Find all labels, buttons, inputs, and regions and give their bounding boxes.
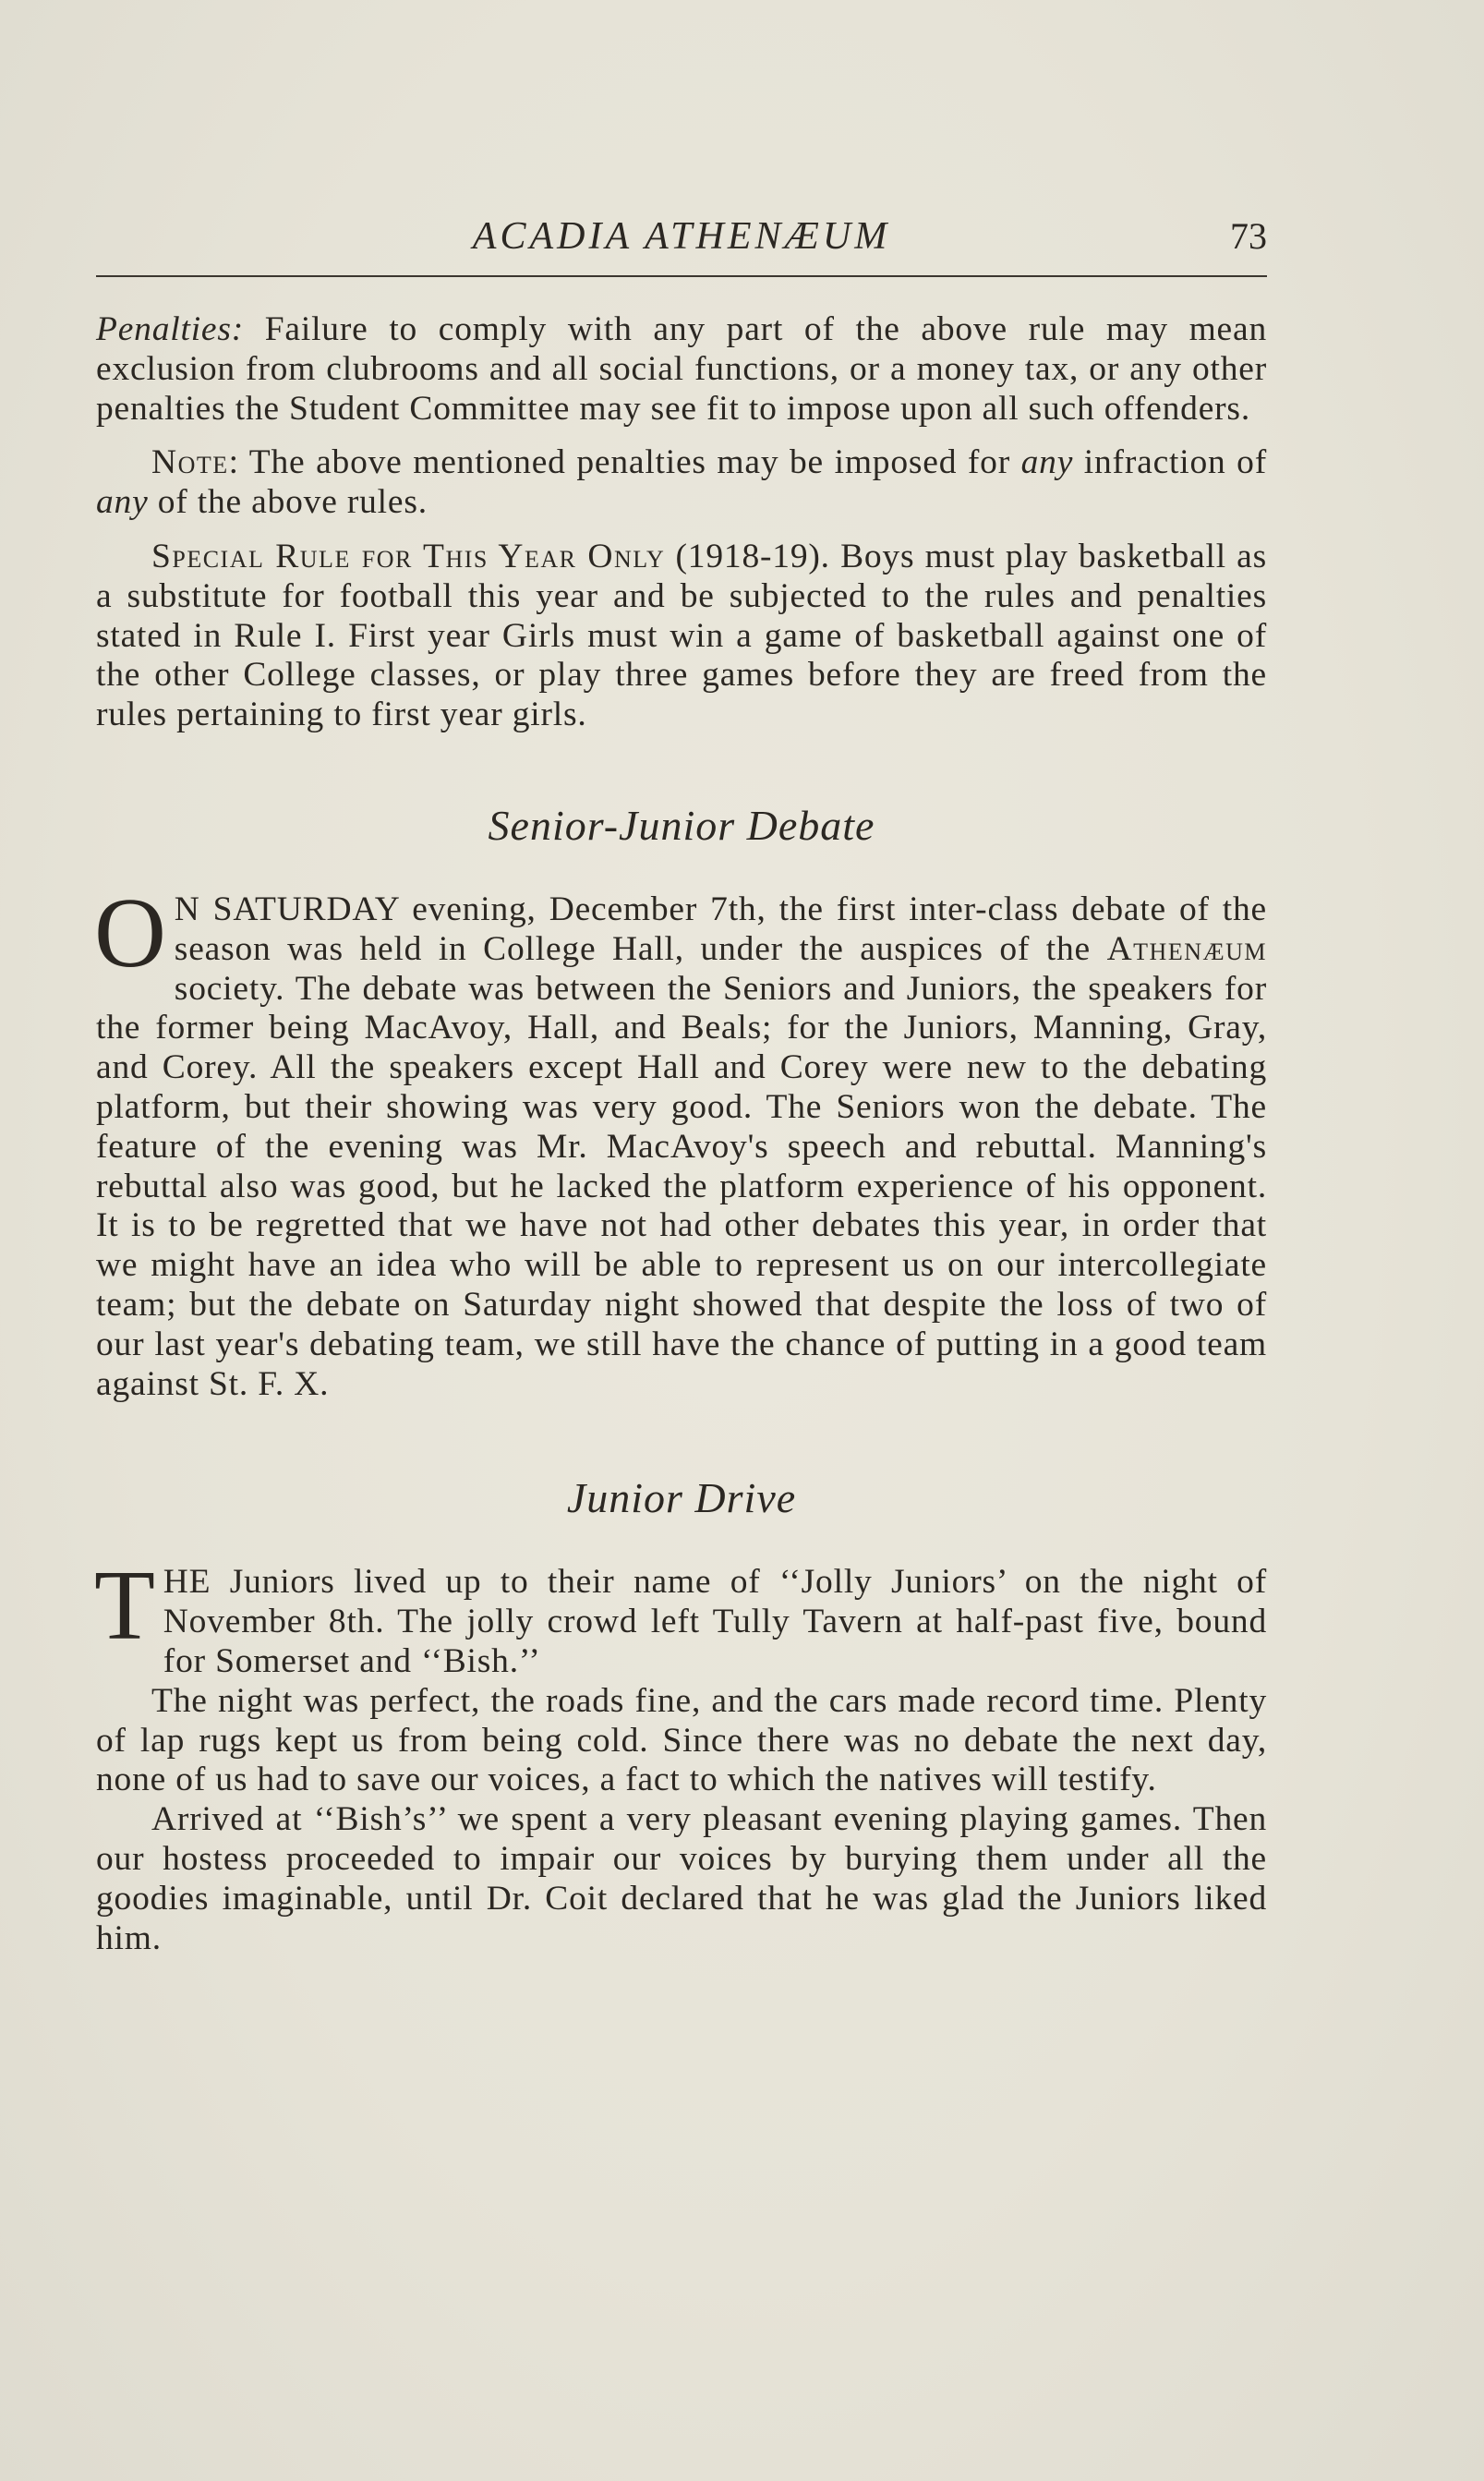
special-rule-text: (1918-19). Boys must play basketball as a substitute for football this year and be subjected to the rules and penalties stated in Rule I. First year Girls must win a game of basketball against one of the other College classes, or play three games before they are freed from the rules pertaining to first year girls. xyxy=(96,537,1267,734)
debate-text: N SATURDAY evening, December 7th, the first inter-class debate of the season was held in College Hall, under the auspices of the xyxy=(174,890,1267,968)
junior-drive-text: HE Juniors lived up to their name of ‘‘Jolly Juniors’ on the night of November 8th. The jolly crowd left Tully Tavern at half-past five, bound for Somerset and ‘‘Bish.’’ xyxy=(163,1563,1267,1680)
note-emphasis: any xyxy=(1020,443,1074,482)
drop-cap: O xyxy=(94,877,167,988)
penalties-label: Penalties: xyxy=(96,310,245,348)
senior-junior-debate-heading: Senior-Junior Debate xyxy=(488,801,875,849)
header-rule xyxy=(96,275,1267,277)
drop-cap: T xyxy=(94,1551,156,1662)
special-rule-paragraph xyxy=(96,538,1267,735)
running-header xyxy=(96,214,1267,281)
page-number: 73 xyxy=(1230,215,1267,257)
junior-drive-paragraph: Arrived at ‘‘Bish’s’’ we spent a very pleasant evening playing games. Then our hostess proceeded to impair our voices by burying them under all the goodies imaginable, until Dr. Coit declared that he was glad the Juniors liked him. xyxy=(96,1800,1267,1957)
society-name: Athenæum xyxy=(1106,929,1267,968)
note-paragraph xyxy=(96,443,1267,523)
junior-drive-heading: Junior Drive xyxy=(566,1474,797,1522)
junior-drive-paragraph xyxy=(94,1551,1267,1681)
note-text: of the above rules. xyxy=(148,483,428,522)
note-label: Note xyxy=(151,443,229,482)
debate-text: society. The debate was between the Seniors and Juniors, the speakers for the former being MacAvoy, Hall, and Beals; for the Juniors, Manning, Gray, and Corey. All the speakers except Hall and Corey were new to the debating platform, but their showing was very good. The Seniors won the debate. The feature of the evening was Mr. MacAvoy's speech and rebuttal. Manning's rebuttal also was good, but he lacked the platform experience of his opponent. It is to be regretted that we have not had other debates this year, in order that we might have an idea who will be able to represent us on our intercollegiate team; but the debate on Saturday night showed that despite the loss of two of our last year's debating team, we still have the chance of putting in a good team against St. F. X. xyxy=(96,969,1267,1403)
journal-title: ACADIA ATHENÆUM xyxy=(472,215,891,258)
penalties-paragraph xyxy=(96,310,1267,429)
note-text: infraction of xyxy=(1073,443,1267,482)
junior-drive-paragraph: The night was perfect, the roads fine, and the cars made record time. Plenty of lap rugs kept us from being cold. Since there was no debate the next day, none of us had to save our voices, a fact to which the natives will testify. xyxy=(96,1681,1267,1799)
note-emphasis: any xyxy=(96,483,149,522)
note-text: : The above mentioned penalties may be imposed for xyxy=(228,443,1021,482)
penalties-text: Failure to comply with any part of the above rule may mean exclusion from clubrooms and all social functions, or a money tax, or any other penalties the Student Committee may see fit to impose upon all such offenders. xyxy=(96,310,1267,428)
page-body xyxy=(96,310,1267,1958)
senior-junior-debate-paragraph xyxy=(94,877,1267,1404)
special-rule-label: Special Rule for This Year Only xyxy=(151,537,666,575)
